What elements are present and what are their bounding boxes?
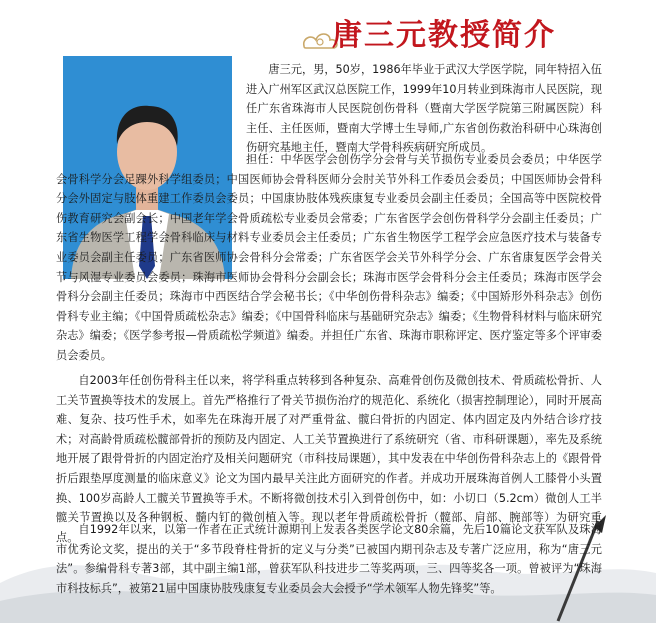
positions-paragraph — [56, 150, 602, 366]
positions-text: 担任：中华医学会创伤学分会骨与关节损伤专业委员会委员；中华医学会骨科学分会足踝外科学组委员；中国医师协会骨科医师分会肘关节外科工作委员会委员；中国医师协会骨科分会外固定与肢体重建工作委员会委员；中国康协肢体残疾康复专业委员会副主任委员；全国高等中医院校骨伤教育研究会副会长；中国老年学会骨质疏松专业委员会常委；广东省医学会创伤骨科学分会副主任委员；广东省生物医学工程学会骨科临床与材料专业委员会主任委员；广东省生物医学工程学会应急医疗技术与装备专业委员会副主任委员；广东省医师协会骨科分会常委；广东省医学会关节外科学分会、广东省康复医学会骨关节与风湿专业委员会委员；珠海市医师协会骨科分会副会长；珠海市医学会骨科分会主任委员；珠海市医学会骨科分会副主任委员；珠海市中西医结合学会秘书长；《中华创伤骨科杂志》编委；《中国矫形外科杂志》创伤骨科专业主编；《中国骨质疏松杂志》编委；《中国骨科临床与基础研究杂志》编委；《生物骨科材料与临床研究杂志》编委；《医学参考报—骨质疏松学频道》编委。并担任广东省、珠海市职称评定、医疗鉴定等多个评审委员会委员。 — [56, 153, 602, 362]
clinical-work-paragraph: 自2003年任创伤骨科主任以来，将学科重点转移到各种复杂、高难骨创伤及微创技术、骨质疏松骨折、人工关节置换等技术的发展上。首先严格推行了骨关节损伤治疗的规范化、系统化（损害控制理论），同时开展高难、复杂、技巧性手术，如率先在珠海开展了对严重骨盆、髋臼骨折的内固定、体内固定及内外结合诊疗技术；对高龄骨质疏松髋部骨折的预防及内固定、人工关节置换进行了系统研究（省、市科研课题），率先及系统地开展了跟骨骨折的内固定治疗及相关问题研究（市科技局课题），其中发表在中华创伤骨科杂志上的《跟骨骨折后跟垫厚度测量的临床意义》论文为国内最早关注此方面研究的作者。并成功开展珠海首例人工膝骨小头置换、100岁高龄人工髋关节置换等手术。不断将微创技术引入到骨创伤中，如：小切口（5.2cm）微创人工半髋关节置换以及各种钢板、髓内钉的微创植入等。现以老年骨质疏松骨折（髋部、肩部、腕部等）为研究重点。 — [56, 374, 602, 544]
page-title: 唐三元教授简介 — [332, 18, 556, 53]
publications-awards-paragraph: 自1992年以来，以第一作者在正式统计源期刊上发表各类医学论文80余篇，先后10篇论文获军队及珠海市优秀论文奖，提出的关于“多节段脊柱骨折的定义与分类”已被国内期刊杂志及专著广泛应用，称为“唐三元法”。参编骨科专著3部，其中副主编1部，曾获军队科技进步二等奖两项，三、四等奖各一项。曾被评为“珠海市科技标兵”，被第21届中国康协肢残康复专业委员会大会授予“学术领军人物先锋奖”等。 — [56, 523, 602, 595]
intro-paragraph: 唐三元，男，50岁，1986年毕业于武汉大学医学院，同年特招入伍进入广州军区武汉总医院工作，1999年10月转业到珠海市人民医院，现任广东省珠海市人民医院创伤骨科（暨南大学医学院第三附属医院）科主任、主任医师，暨南大学博士生导师,广东省创伤救治科研中心珠海创伤研究基地主任，暨南大学骨科疾病研究所成员。 — [246, 63, 602, 155]
